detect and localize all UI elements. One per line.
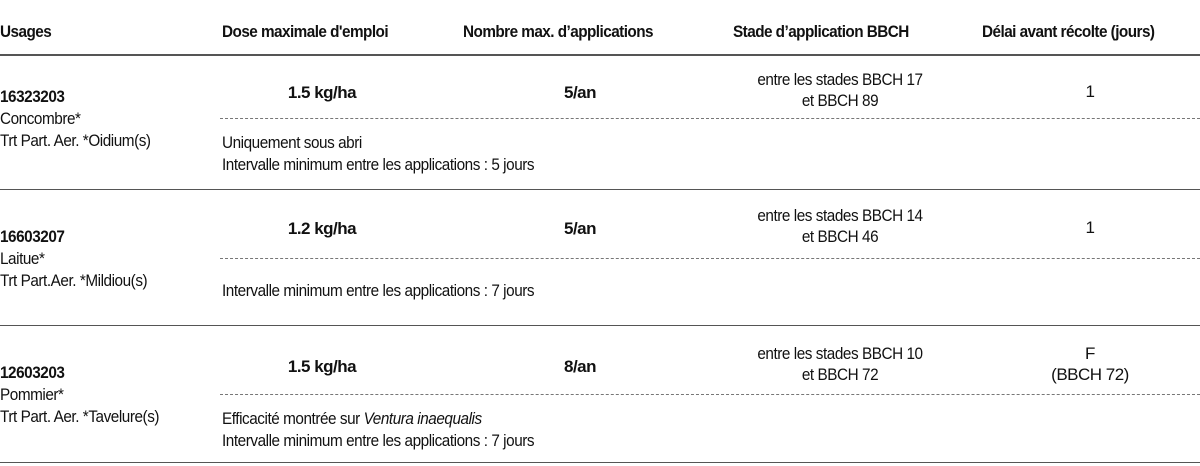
stade-line-2: et BBCH 89 [801, 91, 879, 110]
usage-cell [0, 226, 147, 292]
header-stade: Stade d’application BBCH [733, 22, 909, 41]
usage-code: 16323203 [0, 87, 65, 106]
row-note [222, 408, 534, 452]
usage-crop: Concombre* [0, 109, 81, 128]
dose-value: 1.5 kg/ha [287, 357, 357, 376]
stade-value [732, 69, 948, 111]
usage-cell [0, 362, 159, 428]
note-line-2: Intervalle minimum entre les applications : 7 jours [222, 281, 535, 300]
row-divider [0, 325, 1200, 326]
nb-applications-value: 5/an [563, 83, 597, 102]
usage-treatment: Trt Part.Aer. *Mildiou(s) [0, 271, 148, 290]
stade-value [732, 343, 948, 385]
row-dashed-divider [220, 258, 1200, 259]
delai-line-1: F [1085, 344, 1095, 363]
delai-line-2: (BBCH 72) [1051, 365, 1129, 384]
stade-line-2: et BBCH 46 [801, 227, 879, 246]
row-dashed-divider [220, 118, 1200, 119]
note-line-1-species: Ventura inaequalis [363, 409, 482, 428]
usage-crop: Pommier* [0, 385, 64, 404]
usage-treatment: Trt Part. Aer. *Oidium(s) [0, 131, 151, 150]
stade-line-2: et BBCH 72 [801, 365, 879, 384]
usage-code: 16603207 [0, 227, 65, 246]
note-line-1: Uniquement sous abri [222, 133, 362, 152]
usage-cell [0, 86, 151, 152]
delai-value [1040, 217, 1140, 238]
usage-code: 12603203 [0, 363, 65, 382]
delai-value [1040, 343, 1140, 385]
row-dashed-divider [220, 394, 1200, 395]
nb-applications-value: 5/an [563, 219, 597, 238]
row-note [222, 280, 534, 302]
row-divider [0, 189, 1200, 190]
nb-applications-value: 8/an [563, 357, 597, 376]
stade-line-1: entre les stades BBCH 17 [757, 70, 923, 89]
delai-line-1: 1 [1085, 82, 1095, 101]
header-divider [0, 54, 1200, 56]
dose-value: 1.2 kg/ha [287, 219, 357, 238]
header-delai: Délai avant récolte (jours) [982, 22, 1155, 41]
table-bottom-divider [0, 462, 1200, 463]
delai-line-1: 1 [1085, 218, 1095, 237]
row-note [222, 132, 534, 176]
usage-treatment: Trt Part. Aer. *Tavelure(s) [0, 407, 160, 426]
note-line-2: Intervalle minimum entre les applications : 7 jours [222, 431, 535, 450]
stade-line-1: entre les stades BBCH 14 [757, 206, 923, 225]
stade-value [732, 205, 948, 247]
note-line-1 [222, 408, 534, 430]
header-usages: Usages [0, 22, 52, 41]
stade-line-1: entre les stades BBCH 10 [757, 344, 923, 363]
note-line-1-text: Efficacité montrée sur [222, 409, 364, 428]
delai-value [1040, 81, 1140, 102]
note-line-2: Intervalle minimum entre les applications : 5 jours [222, 155, 535, 174]
header-nb-applications: Nombre max. d’applications [463, 22, 654, 41]
dose-value: 1.5 kg/ha [287, 83, 357, 102]
usage-crop: Laitue* [0, 249, 45, 268]
header-dose: Dose maximale d'emploi [222, 22, 389, 41]
